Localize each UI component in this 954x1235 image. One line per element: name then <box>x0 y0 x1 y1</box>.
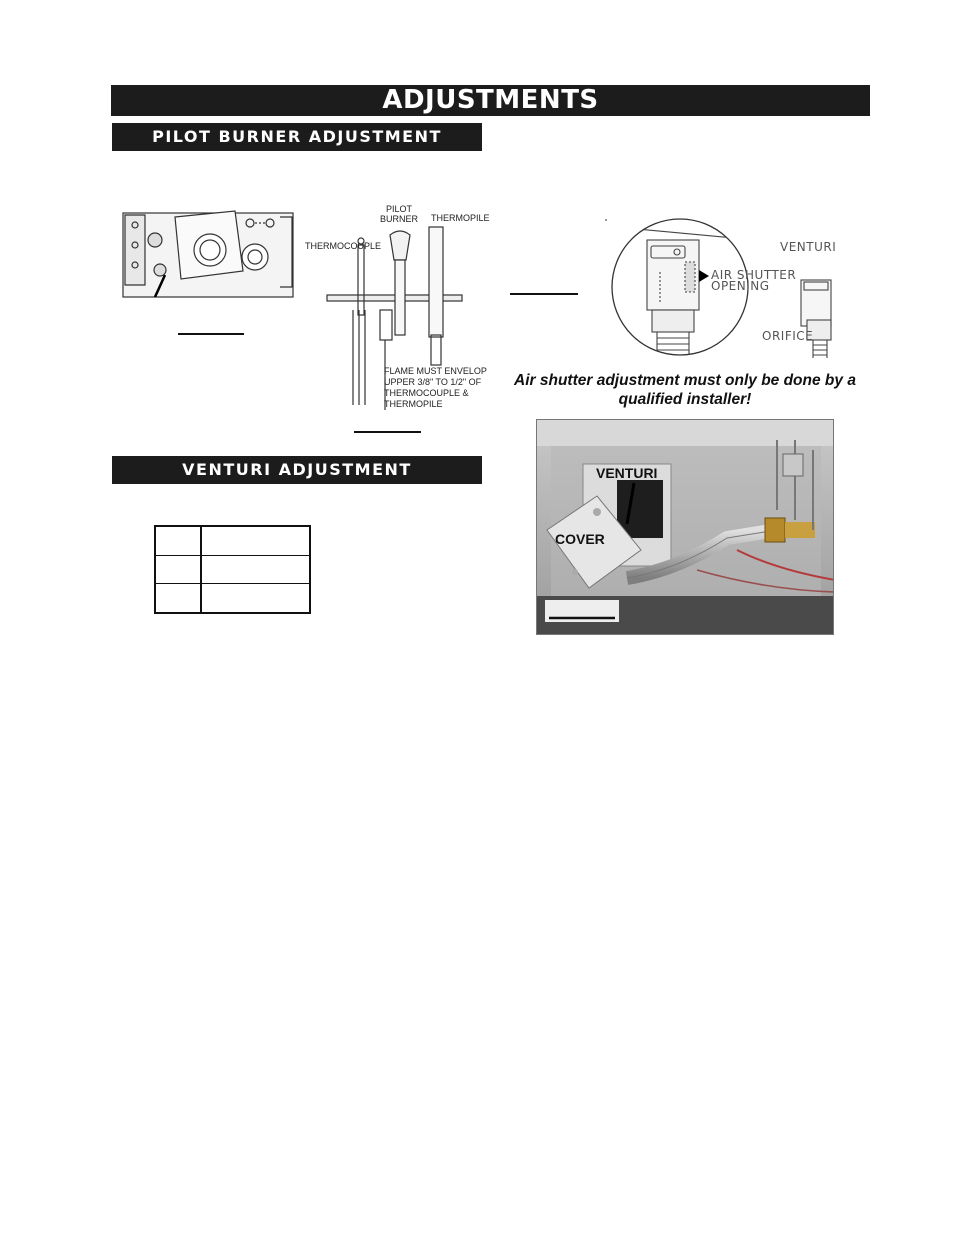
air-shutter-warning: Air shutter adjustment must only be done by a qualified installer! <box>514 372 856 408</box>
flame-envelop-note: FLAME MUST ENVELOP UPPER 3/8" TO 1/2" OF THERMOCOUPLE & THERMOPILE <box>384 366 487 409</box>
venturi-adjustment-heading: VENTURI ADJUSTMENT <box>112 456 482 484</box>
table-row-divider <box>156 583 309 584</box>
figure-caption-rule <box>510 293 578 295</box>
photo-venturi-label: VENTURI <box>596 465 658 481</box>
orifice-label: ORIFICE <box>762 329 814 343</box>
thermocouple-label: THERMOCOUPLE <box>305 241 382 251</box>
venturi-cover-photo <box>536 419 834 635</box>
pilot-burner-label: PILOT BURNER <box>380 204 419 224</box>
page-title: ADJUSTMENTS <box>111 85 870 116</box>
pilot-burner-adjustment-heading: PILOT BURNER ADJUSTMENT <box>112 123 482 151</box>
table-column-divider <box>200 527 202 612</box>
thermopile-label: THERMOPILE <box>431 213 490 223</box>
photo-cover-label: COVER <box>555 531 605 547</box>
figure-caption-rule <box>178 333 244 335</box>
table-row-divider <box>156 555 309 556</box>
gas-valve-diagram <box>115 205 305 305</box>
venturi-diagram-label: VENTURI <box>780 240 837 254</box>
air-shutter-opening-label: AIR SHUTTER OPENING <box>711 268 797 293</box>
figure-caption-rule <box>354 431 421 433</box>
venturi-setting-table <box>154 525 311 614</box>
